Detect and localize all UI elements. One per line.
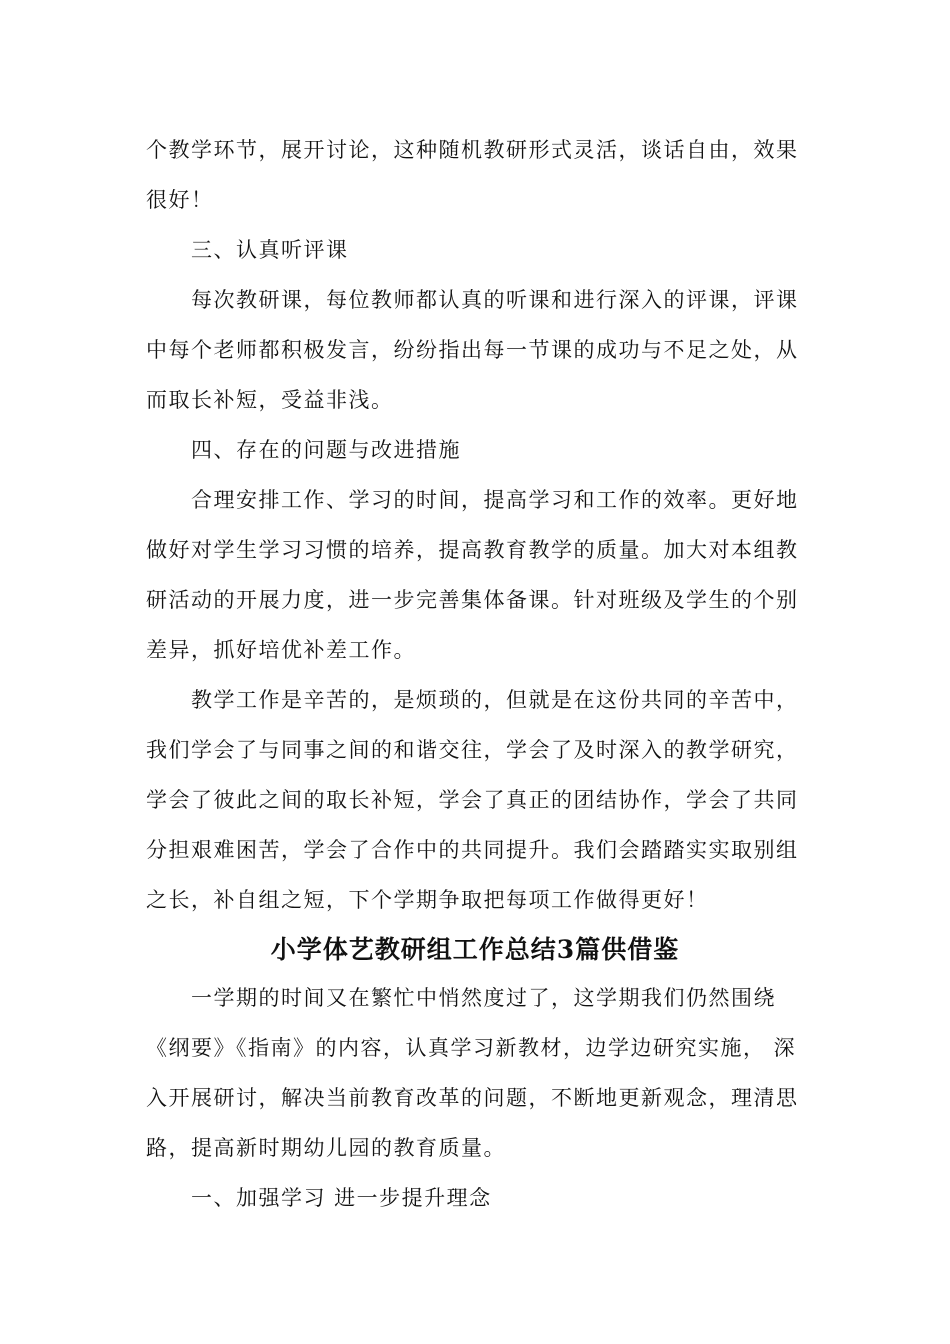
paragraph-line: 分担艰难困苦，学会了合作中的共同提升。我们会踏踏实实取别组 — [146, 838, 799, 862]
paragraph-line: 之长，补自组之短，下个学期争取把每项工作做得更好！ — [146, 888, 709, 912]
paragraph-line: 很好！ — [146, 188, 214, 212]
paragraph-line: 入开展研讨，解决当前教育改革的问题，不断地更新观念，理清思 — [146, 1086, 799, 1110]
document-title: 小学体艺教研组工作总结3篇供借鉴 — [270, 935, 680, 964]
paragraph-line: 教学工作是辛苦的，是烦琐的，但就是在这份共同的辛苦中， — [146, 688, 799, 712]
paragraph-line: 学会了彼此之间的取长补短，学会了真正的团结协作，学会了共同 — [146, 788, 799, 812]
paragraph-line: 路，提高新时期幼儿园的教育质量。 — [146, 1136, 506, 1160]
section-heading: 四、存在的问题与改进措施 — [146, 438, 461, 462]
paragraph-line: 研活动的开展力度，进一步完善集体备课。针对班级及学生的个别 — [146, 588, 799, 612]
paragraph-line: 每次教研课，每位教师都认真的听课和进行深入的评课，评课 — [146, 288, 799, 312]
paragraph-line: 中每个老师都积极发言，纷纷指出每一节课的成功与不足之处，从 — [146, 338, 799, 362]
paragraph-line: 一学期的时间又在繁忙中悄然度过了，这学期我们仍然围绕 — [146, 986, 776, 1010]
paragraph-line: 做好对学生学习习惯的培养，提高教育教学的质量。加大对本组教 — [146, 538, 799, 562]
paragraph-line: 差异，抓好培优补差工作。 — [146, 638, 416, 662]
paragraph-line: 我们学会了与同事之间的和谐交往，学会了及时深入的教学研究， — [146, 738, 799, 762]
paragraph-line: 而取长补短，受益非浅。 — [146, 388, 394, 412]
section-heading: 三、认真听评课 — [146, 238, 349, 262]
paragraph-line: 个教学环节，展开讨论，这种随机教研形式灵活，谈话自由，效果 — [146, 138, 799, 162]
section-heading: 一、加强学习 进一步提升理念 — [146, 1186, 492, 1210]
paragraph-line: 合理安排工作、学习的时间，提高学习和工作的效率。更好地 — [146, 488, 799, 512]
paragraph-line: 《纲要》《指南》的内容，认真学习新教材，边学边研究实施， 深 — [146, 1036, 797, 1060]
